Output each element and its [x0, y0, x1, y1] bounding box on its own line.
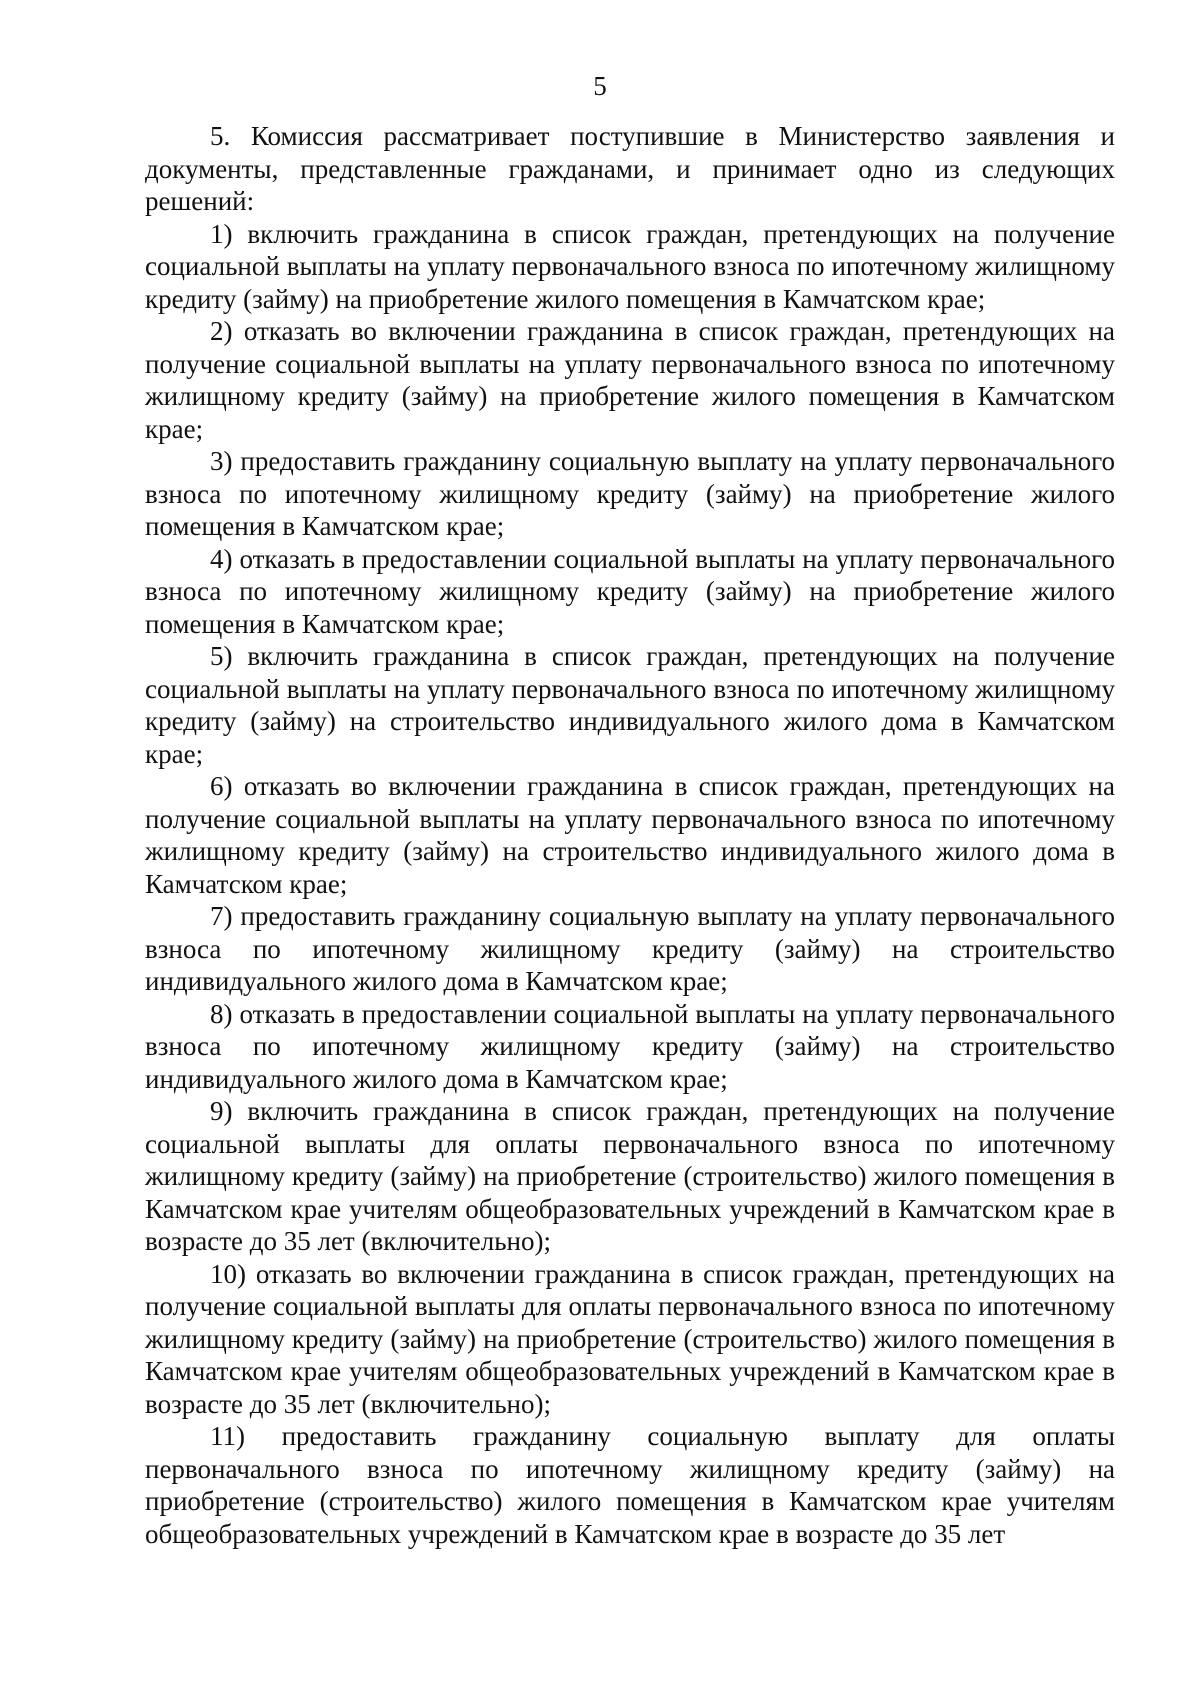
paragraph-subitem-3: 3) предоставить гражданину социальную выплату на уплату первоначального взноса по ипотечному жилищному кредиту (займу) на приобретение жилого помещения в Камчатском крае; [145, 446, 1115, 541]
document-body [145, 120, 1115, 1550]
paragraph-item-5: 5. Комиссия рассматривает поступившие в Министерство заявления и документы, представленные гражданами, и принимает одно из следующих решений: [145, 121, 1115, 216]
paragraph-subitem-9: 9) включить гражданина в список граждан, претендующих на получение социальной выплаты для оплаты первоначального взноса по ипотечному жилищному кредиту (займу) на приобретение (строительство) жилого помещения в Камчатском крае учителям общеобразовательных учреждений в Камчатском крае в возрасте до 35 лет (включительно); [145, 1096, 1115, 1256]
paragraph-subitem-5: 5) включить гражданина в список граждан, претендующих на получение социальной выплаты на уплату первоначального взноса по ипотечному жилищному кредиту (займу) на строительство индивидуального жилого дома в Камчатском крае; [145, 641, 1115, 769]
paragraph-subitem-10: 10) отказать во включении гражданина в список граждан, претендующих на получение социальной выплаты для оплаты первоначального взноса по ипотечному жилищному кредиту (займу) на приобретение (строительство) жилого помещения в Камчатском крае учителям общеобразовательных учреждений в Камчатском крае в возрасте до 35 лет (включительно); [145, 1258, 1115, 1419]
paragraph-subitem-4: 4) отказать в предоставлении социальной выплаты на уплату первоначального взноса по ипотечному жилищному кредиту (займу) на приобретение жилого помещения в Камчатском крае; [145, 543, 1115, 639]
page-number: 5 [593, 71, 607, 101]
paragraph-subitem-2: 2) отказать во включении гражданина в список граждан, претендующих на получение социальной выплаты на уплату первоначального взноса по ипотечному жилищному кредиту (займу) на приобретение жилого помещения в Камчатском крае; [145, 316, 1115, 444]
paragraph-subitem-1: 1) включить гражданина в список граждан, претендующих на получение социальной выплаты на уплату первоначального взноса по ипотечному жилищному кредиту (займу) на приобретение жилого помещения в Камчатском крае; [145, 218, 1115, 314]
paragraph-subitem-7: 7) предоставить гражданину социальную выплату на уплату первоначального взноса по ипотечному жилищному кредиту (займу) на строительство индивидуального жилого дома в Камчатском крае; [145, 901, 1115, 996]
paragraph-subitem-6: 6) отказать во включении гражданина в список граждан, претендующих на получение социальной выплаты на уплату первоначального взноса по ипотечному жилищному кредиту (займу) на строительство индивидуального жилого дома в Камчатском крае; [145, 771, 1115, 899]
paragraph-subitem-8: 8) отказать в предоставлении социальной выплаты на уплату первоначального взноса по ипотечному жилищному кредиту (займу) на строительство индивидуального жилого дома в Камчатском крае; [145, 998, 1115, 1094]
paragraph-subitem-11: 11) предоставить гражданину социальную выплату для оплаты первоначального взноса по ипотечному жилищному кредиту (займу) на приобретение (строительство) жилого помещения в Камчатском крае учителям общеобразовательных учреждений в Камчатском крае в возрасте до 35 лет [145, 1421, 1115, 1549]
